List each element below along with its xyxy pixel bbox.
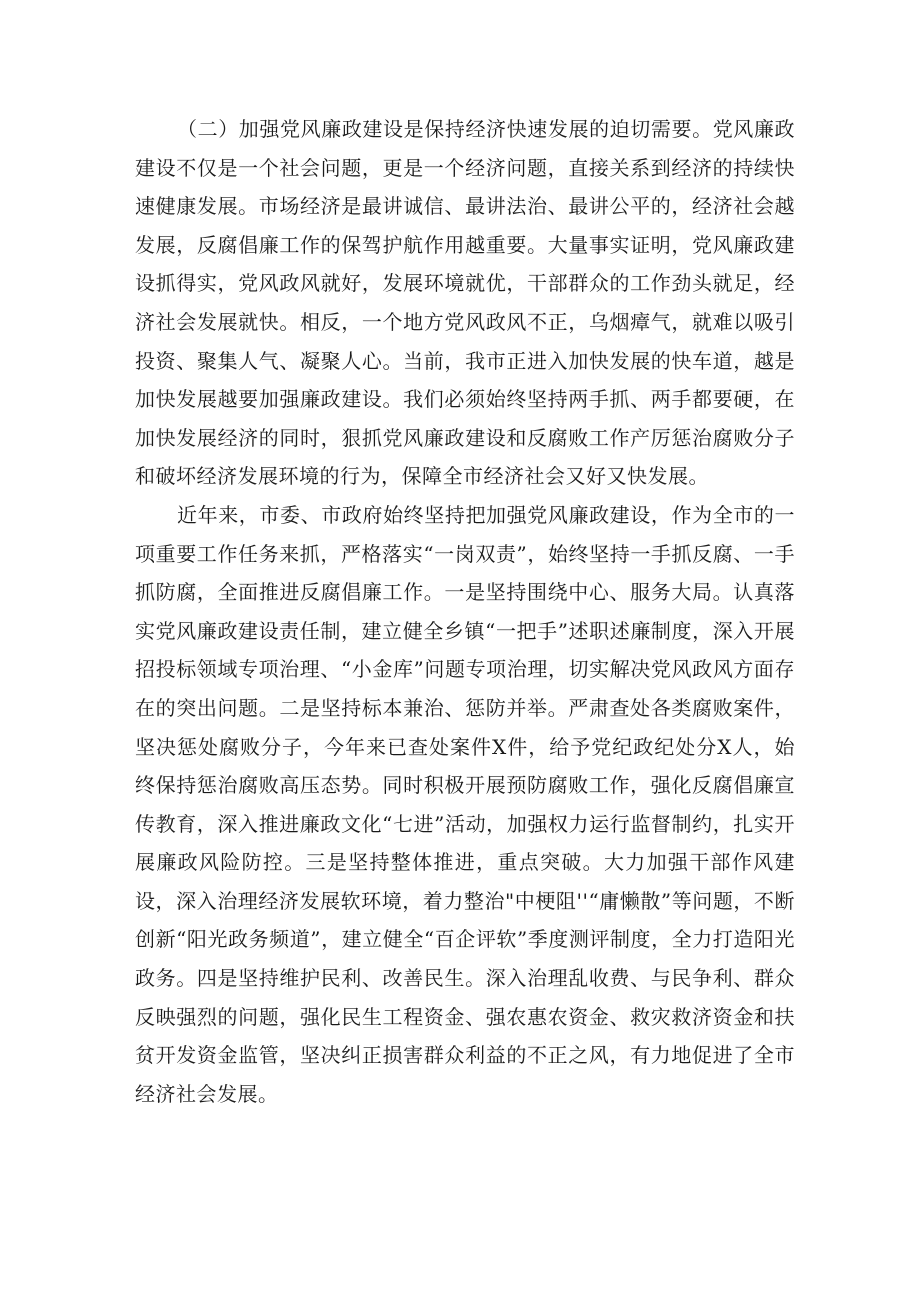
document-body (135, 110, 795, 1113)
paragraph-economic-development: （二）加强党风廉政建设是保持经济快速发展的迫切需要。党风廉政建设不仅是一个社会问题，更是一个经济问题，直接关系到经济的持续快速健康发展。市场经济是最讲诚信、最讲法治、最讲公平的，经济社会越发展，反腐倡廉工作的保驾护航作用越重要。大量事实证明，党风廉政建设抓得实，党风政风就好，发展环境就优，干部群众的工作劲头就足，经济社会发展就快。相反，一个地方党风政风不正，乌烟瘴气，就难以吸引投资、聚集人气、凝聚人心。当前，我市正进入加快发展的快车道，越是加快发展越要加强廉政建设。我们必须始终坚持两手抓、两手都要硬，在加快发展经济的同时，狠抓党风廉政建设和反腐败工作产厉惩治腐败分子和破坏经济发展环境的行为，保障全市经济社会又好又快发展。 (135, 117, 795, 489)
paragraph-recent-work: 近年来，市委、市政府始终坚持把加强党风廉政建设，作为全市的一项重要工作任务来抓，严格落实“一岗双责”，始终坚持一手抓反腐、一手抓防腐，全面推进反腐倡廉工作。一是坚持围绕中心、服务大局。认真落实党风廉政建设责任制，建立健全乡镇“一把手”述职述廉制度，深入开展招投标领域专项治理、“小金库”问题专项治理，切实解决党风政风方面存在的突出问题。二是坚持标本兼治、惩防并举。严肃查处各类腐败案件，坚决惩处腐败分子，今年来已查处案件X件，给予党纪政纪处分X人，始终保持惩治腐败高压态势。同时积极开展预防腐败工作，强化反腐倡廉宣传教育，深入推进廉政文化“七进”活动，加强权力运行监督制约，扎实开展廉政风险防控。三是坚持整体推进，重点突破。大力加强干部作风建设，深入治理经济发展软环境，着力整治"中梗阻''“庸懒散”等问题，不断创新“阳光政务频道”，建立健全“百企评软”季度测评制度，全力打造阳光政务。四是坚持维护民利、改善民生。深入治理乱收费、与民争利、群众反映强烈的问题，强化民生工程资金、强农惠农资金、救灾救济资金和扶贫开发资金监管，坚决纠正损害群众利益的不正之风，有力地促进了全市经济社会发展。 (135, 502, 795, 1106)
